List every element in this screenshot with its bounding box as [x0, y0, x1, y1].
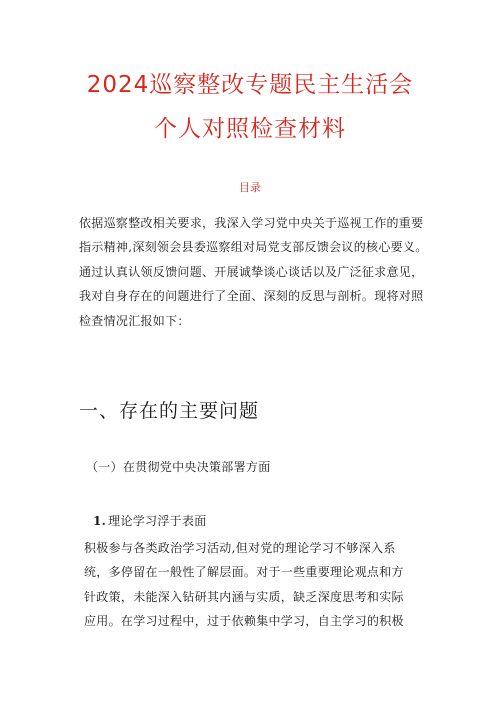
item-heading — [93, 512, 207, 529]
document-title-line1: 2024巡察整改专题民主生活会 — [86, 72, 414, 98]
item-line: 统，多停留在一般性了解层面。对于一些重要理论观点和方 — [84, 565, 404, 580]
toc-label: 目录 — [239, 181, 261, 194]
intro-line: 指示精神,深刻领会县委巡察组对局党支部反馈会议的核心要义。 — [79, 240, 428, 255]
document-title-line2: 个人对照检查材料 — [154, 116, 346, 142]
item-line: 积极参与各类政治学习活动,但对党的理论学习不够深入系 — [84, 541, 396, 555]
intro-line: 依据巡察整改相关要求，我深入学习党中央关于巡视工作的重要 — [79, 216, 424, 230]
item-number: 1. — [93, 514, 107, 528]
intro-line: 通过认真认领反馈问题、开展诚挚谈心谈话以及广泛征求意见， — [79, 264, 424, 279]
intro-line: 我对自身存在的问题进行了全面、深刻的反思与剖析。现将对照 — [79, 289, 424, 304]
intro-line: 检查情况汇报如下： — [79, 313, 190, 328]
item-line: 应用。在学习过程中，过于依赖集中学习，自主学习的积极 — [84, 614, 404, 629]
item-heading-text: 理论学习浮于表面 — [108, 514, 207, 528]
item-line: 针政策，未能深入钻研其内涵与实质，缺乏深度思考和实际 — [84, 589, 404, 604]
intro-paragraph — [79, 211, 439, 333]
item-paragraph — [79, 536, 439, 634]
subsection-heading: （一）在贯彻党中央决策部署方面 — [86, 460, 271, 474]
section-heading: 一、存在的主要问题 — [79, 400, 260, 422]
